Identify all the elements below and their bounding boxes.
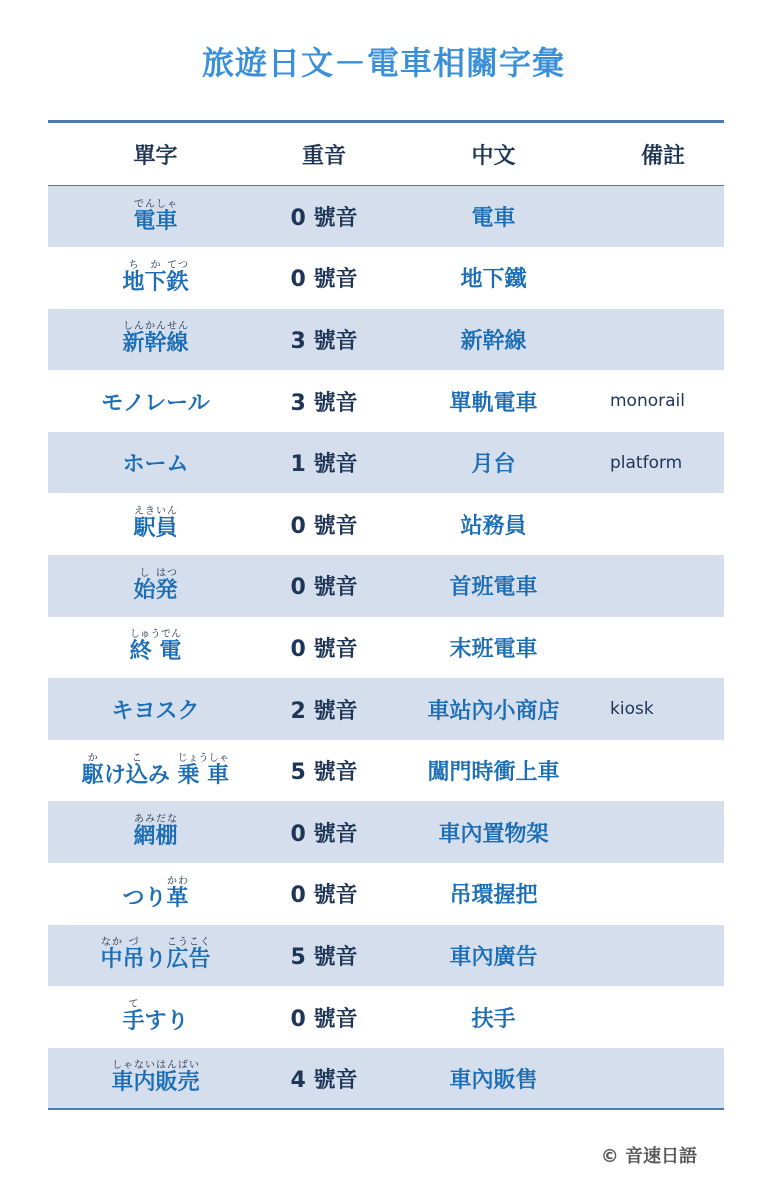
table-row: [48, 801, 724, 863]
chinese-meaning: 首班電車: [449, 575, 538, 601]
vocab-word: [48, 678, 263, 740]
accent-value: 0 號音: [290, 267, 358, 293]
note-text: [602, 247, 724, 309]
header-accent: 重音: [301, 143, 346, 169]
table-row: [48, 309, 724, 371]
chinese-meaning: 車站內小商店: [427, 698, 560, 724]
word-kana: つり: [122, 885, 167, 911]
accent-value: 3 號音: [290, 328, 358, 354]
vocab-word: [48, 863, 263, 925]
word-with-reading: [166, 937, 211, 973]
furigana: か: [144, 259, 167, 271]
accent-value: 0 號音: [290, 575, 358, 601]
table-header-row: [48, 122, 724, 186]
furigana: しゅうでん: [129, 629, 182, 641]
word-with-reading: [122, 999, 145, 1035]
vocab-word: [48, 1048, 263, 1110]
note-text: platform: [610, 452, 683, 473]
chinese-meaning: 月台: [471, 452, 516, 478]
word-kana: すり: [144, 1009, 189, 1035]
note-text: [602, 186, 724, 248]
furigana: しゃないはんばい: [111, 1060, 200, 1072]
word-kanji: 網棚: [133, 824, 178, 850]
note-text: [602, 801, 724, 863]
note-text: [602, 309, 724, 371]
furigana: ち: [122, 259, 145, 271]
vocab-word: [48, 247, 263, 309]
table-row: [48, 678, 724, 740]
word-kanji: 駆: [81, 762, 104, 788]
word-with-reading: [81, 752, 104, 788]
furigana: し: [133, 567, 156, 579]
chinese-meaning: 闖門時衝上車: [427, 760, 560, 786]
table-row: [48, 432, 724, 494]
table-row: [48, 370, 724, 432]
word-kanji: 中: [100, 947, 123, 973]
word-with-reading: [122, 321, 189, 357]
chinese-meaning: 車內廣告: [449, 944, 538, 970]
note-text: [602, 925, 724, 987]
word-kanji: 地: [122, 269, 145, 295]
table-row: [48, 555, 724, 617]
furigana: でんしゃ: [133, 198, 178, 210]
vocab-word: [48, 555, 263, 617]
note-text: [602, 863, 724, 925]
word-kanji: 始: [133, 577, 156, 603]
note-text: [602, 493, 724, 555]
word-kana: み: [147, 762, 178, 788]
word-kanji: 下: [144, 269, 167, 295]
note-text: [602, 740, 724, 802]
word-kana: ホーム: [122, 452, 189, 478]
word-with-reading: [100, 937, 123, 973]
copyright: © 音速日語: [600, 1146, 697, 1167]
accent-value: 0 號音: [290, 1006, 358, 1032]
page-title: 旅遊日文－電車相關字彙: [201, 44, 565, 82]
word-kanji: 込: [125, 762, 148, 788]
word-kanji: 新幹線: [122, 331, 189, 357]
chinese-meaning: 車內販售: [449, 1067, 538, 1093]
word-kanji: 乗 車: [177, 762, 230, 788]
word-kanji: 発: [155, 577, 178, 603]
vocab-word: [48, 432, 263, 494]
note-text: monorail: [610, 391, 685, 412]
word-kanji: 車内販売: [111, 1070, 200, 1096]
furigana: て: [122, 999, 145, 1011]
accent-value: 5 號音: [290, 944, 358, 970]
furigana: こ: [125, 752, 148, 764]
word-with-reading: [129, 629, 182, 665]
vocab-word: [48, 925, 263, 987]
word-with-reading: [133, 506, 178, 542]
word-with-reading: [177, 752, 230, 788]
word-kanji: 吊: [122, 947, 145, 973]
chinese-meaning: 站務員: [460, 513, 527, 539]
header-chinese: 中文: [471, 143, 516, 169]
table-row: [48, 186, 724, 248]
accent-value: 0 號音: [290, 821, 358, 847]
vocab-table: [48, 120, 724, 1110]
chinese-meaning: 扶手: [471, 1006, 516, 1032]
chinese-meaning: 末班電車: [449, 636, 538, 662]
chinese-meaning: 車內置物架: [438, 821, 549, 847]
table-body: [48, 186, 724, 1110]
word-kana: け: [103, 762, 126, 788]
vocab-word: [48, 740, 263, 802]
word-with-reading: [122, 259, 145, 295]
word-kanji: 終 電: [129, 639, 182, 665]
furigana: か: [81, 752, 104, 764]
word-kanji: 手: [122, 1009, 145, 1035]
word-kana: モノレール: [101, 390, 210, 416]
chinese-meaning: 吊環握把: [449, 883, 538, 909]
furigana: あみだな: [133, 814, 178, 826]
vocab-word: [48, 493, 263, 555]
word-kanji: 駅員: [133, 516, 178, 542]
furigana: こうこく: [166, 937, 211, 949]
vocab-word: [48, 617, 263, 679]
vocab-word: [48, 986, 263, 1048]
word-kanji: 電車: [133, 208, 178, 234]
word-kanji: 鉄: [166, 269, 189, 295]
word-with-reading: [144, 259, 167, 295]
word-with-reading: [122, 937, 145, 973]
header-note: 備註: [640, 143, 685, 169]
vocab-word: [48, 370, 263, 432]
table-row: [48, 617, 724, 679]
table-row: [48, 493, 724, 555]
word-with-reading: [133, 198, 178, 234]
vocab-word: [48, 801, 263, 863]
furigana: づ: [122, 937, 145, 949]
accent-value: 0 號音: [290, 883, 358, 909]
word-kana: り: [144, 947, 167, 973]
table-row: [48, 925, 724, 987]
chinese-meaning: 電車: [471, 206, 516, 232]
word-with-reading: [155, 567, 178, 603]
note-text: kiosk: [610, 699, 654, 720]
note-text: [602, 555, 724, 617]
accent-value: 2 號音: [290, 698, 358, 724]
accent-value: 5 號音: [290, 760, 358, 786]
table-row: [48, 740, 724, 802]
furigana: えきいん: [133, 506, 178, 518]
accent-value: 0 號音: [290, 513, 358, 539]
note-text: [602, 617, 724, 679]
furigana: はつ: [155, 567, 178, 579]
chinese-meaning: 單軌電車: [449, 390, 538, 416]
accent-value: 1 號音: [290, 452, 358, 478]
word-with-reading: [133, 567, 156, 603]
furigana: じょうしゃ: [177, 752, 230, 764]
word-with-reading: [133, 814, 178, 850]
accent-value: 4 號音: [290, 1067, 358, 1093]
vocab-word: [48, 186, 263, 248]
accent-value: 0 號音: [290, 206, 358, 232]
word-with-reading: [166, 875, 189, 911]
word-kana: キヨスク: [111, 698, 200, 724]
table-row: [48, 863, 724, 925]
word-with-reading: [111, 1060, 200, 1096]
note-text: [602, 986, 724, 1048]
note-text: [602, 1048, 724, 1110]
accent-value: 3 號音: [290, 390, 358, 416]
furigana: しんかんせん: [122, 321, 189, 333]
table-row: [48, 1048, 724, 1110]
chinese-meaning: 地下鐵: [460, 267, 527, 293]
vocab-word: [48, 309, 263, 371]
word-kanji: 革: [166, 885, 189, 911]
furigana: てつ: [166, 259, 189, 271]
table-row: [48, 247, 724, 309]
header-word: 單字: [133, 143, 178, 169]
accent-value: 0 號音: [290, 636, 358, 662]
table-row: [48, 986, 724, 1048]
word-kanji: 広告: [166, 947, 211, 973]
word-with-reading: [166, 259, 189, 295]
word-with-reading: [125, 752, 148, 788]
furigana: なか: [100, 937, 123, 949]
chinese-meaning: 新幹線: [460, 328, 527, 354]
furigana: かわ: [166, 875, 189, 887]
